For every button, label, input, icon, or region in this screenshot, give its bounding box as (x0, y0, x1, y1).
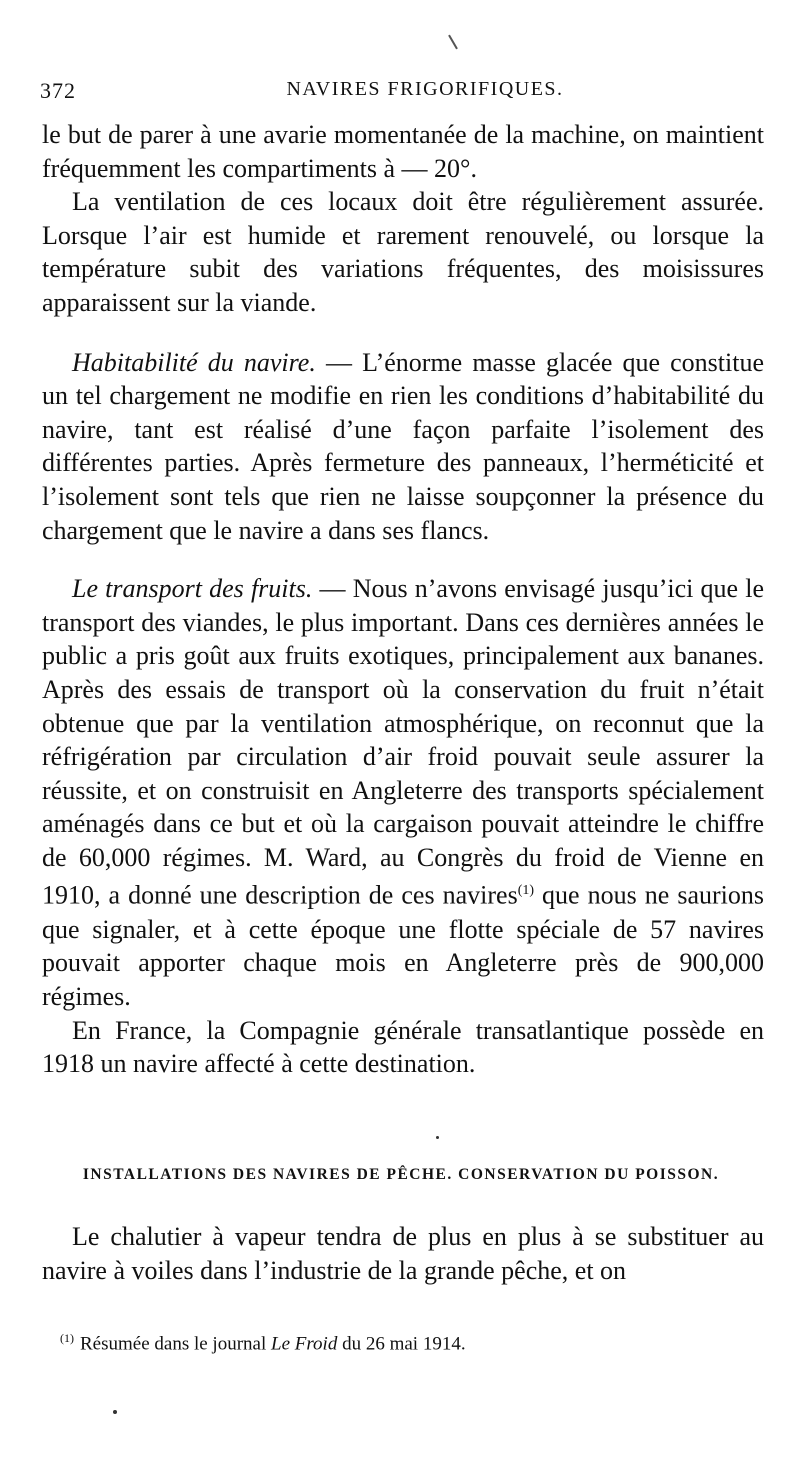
paragraph-title: Habitabilité du navire. (72, 347, 316, 377)
running-title: NAVIRES FRIGORIFIQUES. (286, 78, 564, 100)
paragraph-chalutier: Le chalutier à vapeur tendra de plus en plus à se substituer au navire à voiles dans l’industrie de la grande pêche, et on (42, 1222, 764, 1285)
paragraph-text: que nous ne saurions que signaler, et à cette époque une flotte spéciale de 57 navires pouvait apporter chaque mois en Angleterre près de 900,000 régimes. (42, 881, 764, 1011)
paragraph-text: — L’énorme masse glacée que constitue un tel chargement ne modifie en rien les conditions d’habitabilité du navire, tant est réalisé d’une façon parfaite l’isolement des différentes parties. Après fermeture des panneaux, l’herméticité et l’isolement sont tels que rien ne laisse soupçonner la présence du chargement que le navire a dans ses flancs. (42, 347, 764, 545)
footnote-text: du 26 mai 1914. (337, 1333, 466, 1355)
paragraph-france: En France, la Compagnie générale transatlantique possède en 1918 un navire affecté à cette destination. (42, 1015, 764, 1079)
footnote (60, 1326, 760, 1356)
footnote-text: Résumée dans le journal (80, 1333, 272, 1355)
footnote-marker: (1) (60, 1331, 74, 1345)
section-body (42, 1220, 764, 1287)
footnote-journal: Le Froid (271, 1333, 338, 1355)
paragraph-transport-fruits (42, 572, 764, 1013)
paragraph-habitabilite (42, 346, 764, 548)
body-text (42, 118, 764, 1081)
paragraph-text: — Nous n’avons envisagé jusqu’ici que le transport des viandes, le plus important. Dans ces dernières années le public a pris goût aux fruits exotiques, principalement aux bananes. Après des essais de transport où la conservation du fruit n’était obtenue que par la ventilation atmosphérique, on reconnut que la réfrigération par circulation d’air froid pouvait seule assurer la réussite, et on construisit en Angleterre des transports spécialement aménagés dans ce but et où la cargaison pouvait atteindre le chiffre de 60,000 régimes. M. Ward, au Congrès du froid de Vienne en 1910, a donné une description de ces navires (42, 574, 764, 911)
page-header (40, 78, 760, 108)
paragraph-title: Le transport des fruits. (72, 574, 313, 604)
ink-speck (436, 1136, 439, 1139)
section-heading: INSTALLATIONS DES NAVIRES DE PÊCHE. CONSERVATION DU POISSON. (82, 1166, 720, 1183)
paragraph-1: le but de parer à une avarie momentanée de la machine, on maintient fréquemment les compartiments à — 20°. (42, 120, 764, 183)
print-mark (448, 35, 458, 50)
footnote-reference[interactable]: (1) (517, 883, 535, 899)
paragraph-2: La ventilation de ces locaux doit être régulièrement assurée. Lorsque l’air est humide et rarement renouvelé, ou lorsque la température subit des variations fréquentes, des moisissures apparaissent sur la viande. (42, 187, 764, 317)
ink-speck (113, 1410, 117, 1414)
page-number: 372 (40, 78, 76, 103)
